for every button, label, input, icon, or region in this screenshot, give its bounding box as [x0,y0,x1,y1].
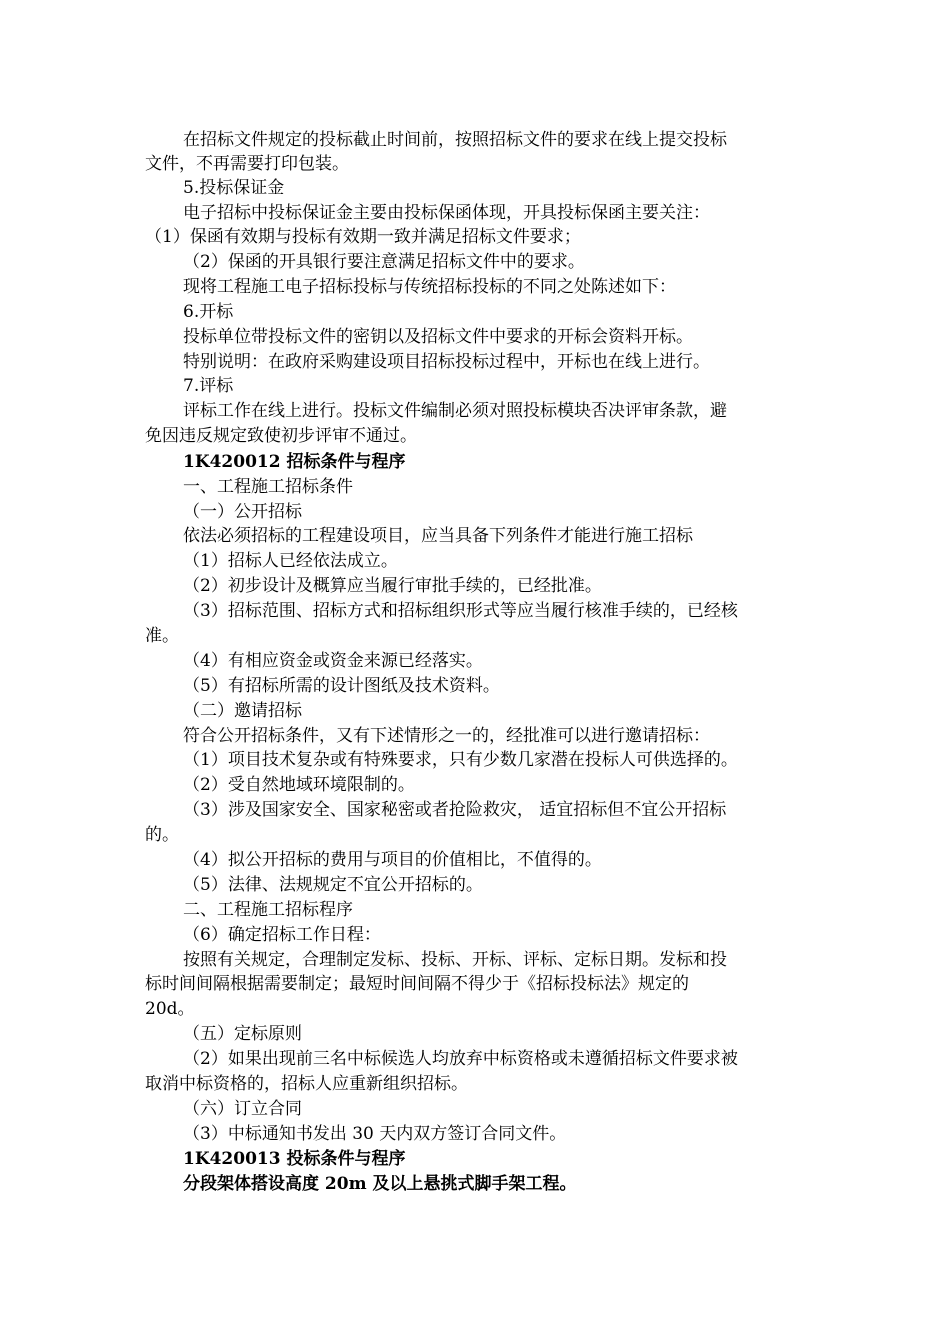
list-item: （5）有招标所需的设计图纸及技术资料。 [183,676,500,696]
section-heading: 二、工程施工招标程序 [183,900,353,920]
list-item: 的。 [145,825,179,845]
paragraph-line: 依法必须招标的工程建设项目，应当具备下列条件才能进行施工招标 [183,526,693,546]
paragraph-line: 文件，不再需要打印包装。 [145,154,349,174]
paragraph-line: 电子招标中投标保证金主要由投标保函体现，开具投标保函主要关注： [183,203,710,223]
list-item: （5）法律、法规规定不宜公开招标的。 [183,875,483,895]
list-item: 取消中标资格的，招标人应重新组织招标。 [145,1074,468,1094]
subsection-heading: （二）邀请招标 [183,701,302,721]
paragraph-line-bold: 分段架体搭设高度 20m 及以上悬挑式脚手架工程。 [183,1174,577,1194]
paragraph-line: 免因违反规定致使初步评审不通过。 [145,426,417,446]
list-item: （3）中标通知书发出 30 天内双方签订合同文件。 [183,1124,567,1144]
paragraph-line: 标时间间隔根据需要制定；最短时间间隔不得少于《招标投标法》规定的 [145,974,689,994]
section-heading: 5.投标保证金 [183,178,285,198]
paragraph-line: 符合公开招标条件，又有下述情形之一的，经批准可以进行邀请招标： [183,726,710,746]
list-item: （2）如果出现前三名中标候选人均放弃中标资格或未遵循招标文件要求被 [183,1049,738,1069]
list-item: （1）保函有效期与投标有效期一致并满足招标文件要求； [145,227,581,247]
paragraph-line: 按照有关规定，合理制定发标、投标、开标、评标、定标日期。发标和投 [183,950,727,970]
paragraph-line: 特别说明：在政府采购建设项目招标投标过程中，开标也在线上进行。 [183,352,710,372]
list-item: （1）项目技术复杂或有特殊要求，只有少数几家潜在投标人可供选择的。 [183,750,738,770]
section-heading: 7.评标 [183,376,234,396]
list-item: （4）拟公开招标的费用与项目的价值相比，不值得的。 [183,850,602,870]
list-item: 准。 [145,626,179,646]
subsection-heading: （一）公开招标 [183,502,302,522]
paragraph-line: 20d。 [145,999,195,1019]
paragraph-line: 投标单位带投标文件的密钥以及招标文件中要求的开标会资料开标。 [183,327,693,347]
section-heading-bold: 1K420013 投标条件与程序 [183,1149,406,1169]
section-heading-bold: 1K420012 招标条件与程序 [183,452,406,472]
list-item: （2）初步设计及概算应当履行审批手续的，已经批准。 [183,576,602,596]
list-item: （6）确定招标工作日程： [183,925,381,945]
paragraph-line: 评标工作在线上进行。投标文件编制必须对照投标模块否决评审条款，避 [183,401,727,421]
list-item: （3）涉及国家安全、国家秘密或者抢险救灾， 适宜招标但不宜公开招标 [183,800,727,820]
list-item: （2）受自然地域环境限制的。 [183,775,415,795]
paragraph-line: 现将工程施工电子招标投标与传统招标投标的不同之处陈述如下： [183,277,676,297]
paragraph-line: 在招标文件规定的投标截止时间前，按照招标文件的要求在线上提交投标 [183,130,727,150]
subsection-heading: （五）定标原则 [183,1024,302,1044]
section-heading: 6.开标 [183,302,234,322]
list-item: （2）保函的开具银行要注意满足招标文件中的要求。 [183,252,585,272]
list-item: （4）有相应资金或资金来源已经落实。 [183,651,483,671]
list-item: （1）招标人已经依法成立。 [183,551,398,571]
section-heading: 一、工程施工招标条件 [183,477,353,497]
subsection-heading: （六）订立合同 [183,1099,302,1119]
list-item: （3）招标范围、招标方式和招标组织形式等应当履行核准手续的，已经核 [183,601,738,621]
